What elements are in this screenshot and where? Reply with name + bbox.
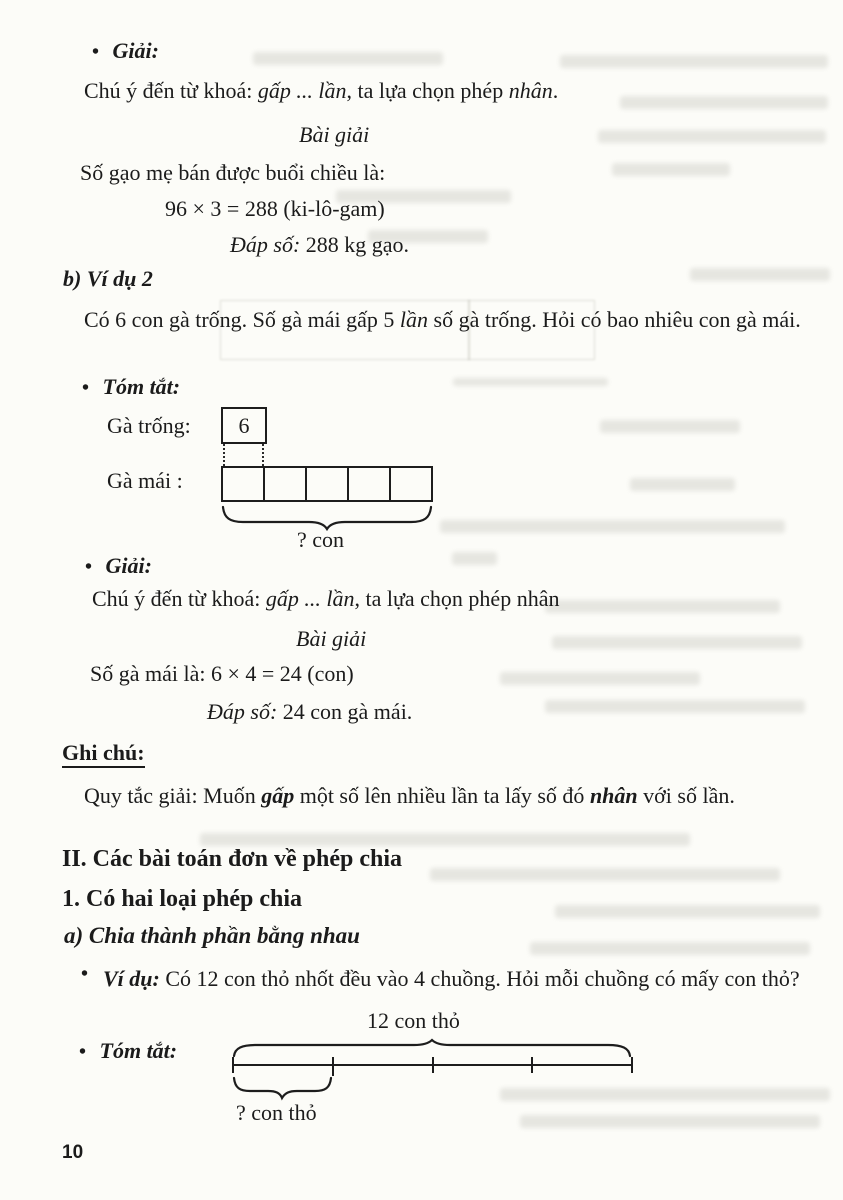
note-section-heading-label: Ghi chú: [62,740,145,768]
diagram1-cell [347,466,391,502]
bleed-through-artifact [690,268,830,281]
bleed-through-artifact [500,1088,830,1101]
diagram2-tick [332,1057,334,1076]
answer-label: Đáp số: [230,232,301,257]
note-section-heading [62,740,145,766]
bleed-through-artifact [545,600,780,613]
section2-summary-heading [79,1038,177,1064]
diagram1-cell [305,466,349,502]
diagram2-under-brace [232,1076,333,1099]
bleed-through-artifact [440,520,785,533]
diagram2-bottom-label: ? con thỏ [236,1100,317,1125]
solution1-heading [92,38,159,64]
bleed-through-artifact [560,55,828,68]
note-text: , ta lựa chọn phép [346,78,509,103]
section2-subA-heading: a) Chia thành phần bằng nhau [64,923,360,948]
note-emphasis: nhân [508,78,553,103]
bleed-through-artifact [253,52,443,65]
bleed-through-artifact [500,672,700,685]
diagram2-tick [531,1057,533,1073]
diagram1-row1-label: Gà trống: [107,413,191,438]
diagram1-row2-label: Gà mái : [107,468,183,493]
example2-problem [84,301,810,338]
solution1-heading-label: Giải: [112,38,159,63]
section2-sub1-heading: 1. Có hai loại phép chia [62,886,303,912]
bullet-icon: • [82,377,90,399]
solution1-note [84,78,558,104]
diagram1-bar-row [221,466,433,502]
rule-text: Quy tắc giải: Muốn [84,783,262,808]
answer-label: Đáp số: [207,699,278,724]
rule-keyword: gấp [261,783,295,808]
bullet-icon: • [79,1041,87,1063]
solution1-work-title: Bài giải [299,122,370,147]
rule-text: với số lần. [637,783,735,808]
bleed-through-artifact [430,868,780,881]
diagram1-cell [221,466,265,502]
rule-text: một số lên nhiều lần ta lấy số đó [294,783,590,808]
diagram2-tick [631,1057,633,1073]
solution2-heading-label: Giải: [105,553,152,578]
bullet-icon: • [81,963,89,985]
bleed-through-artifact [200,833,690,846]
diagram1-dotted-line [262,444,264,466]
solution2-statement: Số gà mái là: 6 × 4 = 24 (con) [90,661,354,686]
bullet-icon: • [92,41,100,63]
solution2-work-title: Bài giải [296,626,367,651]
bleed-through-artifact [545,700,805,713]
diagram2-over-brace [232,1040,632,1058]
problem-text: số gà trống. Hỏi có bao nhiêu con gà mái. [428,307,801,332]
note-text: Chú ý đến từ khoá: [92,586,266,611]
solution1-statement: Số gạo mẹ bán được buổi chiều là: [80,160,386,185]
diagram1-cell [263,466,307,502]
diagram2-top-label: 12 con thỏ [367,1008,460,1033]
diagram1-dotted-line [223,444,225,466]
note-text: , ta lựa chọn phép nhân [354,586,560,611]
problem-text: Có 6 con gà trống. Số gà mái gấp 5 [84,307,400,332]
rule-keyword: nhân [589,783,638,808]
bleed-through-artifact [552,636,802,649]
diagram2-tick [432,1057,434,1073]
diagram1-brace-label: ? con [297,527,345,552]
bleed-through-artifact [453,378,608,386]
bleed-through-artifact [598,130,826,143]
bullet-icon: • [85,556,93,578]
solution2-note [92,586,559,612]
bleed-through-artifact [600,420,740,433]
solution1-answer [230,232,409,258]
bleed-through-artifact [612,163,730,176]
bleed-through-artifact [520,1115,820,1128]
example2-summary-heading [82,374,180,400]
answer-value: 24 con gà mái. [282,699,413,724]
summary-label: Tóm tắt: [99,1038,178,1063]
bleed-through-artifact [620,96,828,109]
section2-example [103,960,810,997]
example-label: Ví dụ: [103,966,160,991]
example2-heading: b) Ví dụ 2 [63,266,153,291]
note-keyword: gấp ... lần [265,586,355,611]
example-text: Có 12 con thỏ nhốt đều vào 4 chuồng. Hỏi mỗi chuồng có mấy con thỏ? [159,966,800,991]
rule-paragraph [62,777,784,814]
solution1-equation: 96 × 3 = 288 (ki-lô-gam) [165,196,385,221]
page-number: 10 [62,1142,84,1163]
note-keyword: gấp ... lần [257,78,347,103]
note-text: . [552,78,559,103]
bleed-through-artifact [555,905,820,918]
summary-label: Tóm tắt: [102,374,181,399]
problem-italic: lần [399,307,429,332]
bleed-through-artifact [630,478,735,491]
solution2-heading [85,553,152,579]
answer-value: 288 kg gạo. [305,232,410,257]
note-text: Chú ý đến từ khoá: [84,78,258,103]
diagram1-cell [389,466,433,502]
solution2-answer [207,699,412,725]
bleed-through-artifact [530,942,810,955]
diagram2-tick [232,1057,234,1073]
bleed-through-artifact [452,552,497,565]
section2-heading: II. Các bài toán đơn về phép chia [62,846,403,872]
diagram1-unit-box: 6 [221,407,267,444]
